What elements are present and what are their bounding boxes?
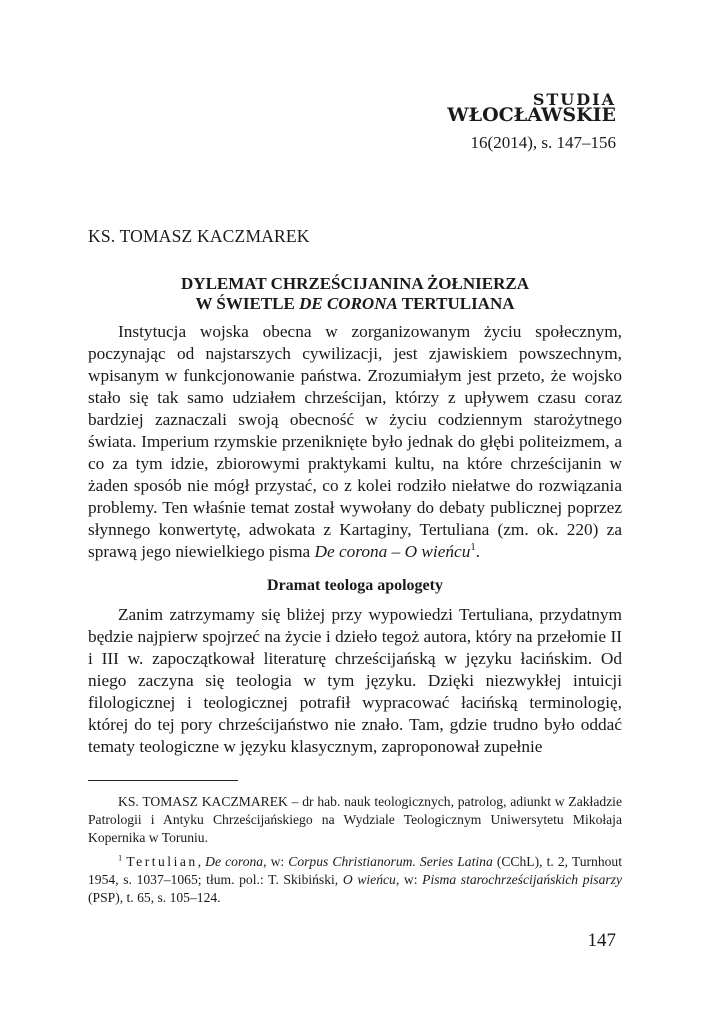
section-heading: Dramat teologa apologety: [267, 577, 443, 594]
footnote-1-mark: 1: [118, 852, 123, 863]
author-footnote-text: KS. TOMASZ KACZMAREK – dr hab. nauk teologicznych, patrolog, adiunkt w Zakładzie Patrologii i Antyku Chrześcijańskiego na Wydziale Teologicznym Uniwersytetu Mikołaja Kopernika w Toruniu.: [88, 794, 622, 845]
logo-line-studia: STUDIA: [532, 90, 616, 109]
title-line-1: DYLEMAT CHRZEŚCIJANINA ŻOŁNIERZA: [181, 274, 529, 293]
section-paragraph-block: [88, 604, 622, 758]
author-footnote: [88, 793, 622, 847]
article-author: KS. TOMASZ KACZMAREK: [88, 226, 310, 246]
intro-paragraph-block: [88, 321, 622, 563]
article-title: [88, 274, 622, 314]
footnote-1-part: (CChL), t. 2, Turnhout 1954, s. 1037–1065; tłum. pol.: T. Skibiński,: [88, 854, 622, 887]
intro-end: .: [475, 542, 481, 561]
intro-paragraph: [88, 321, 622, 563]
title-prefix: W ŚWIETLE: [195, 294, 300, 313]
intro-text: Instytucja wojska obecna w zorganizowanym życiu społecznym, poczynając od najstarszych cywilizacji, jest zjawiskiem powszechnym, wpisanym w funkcjonowanie państwa. Zrozumiałym jest przeto, że wojsko stało się tak samo udziałem chrześcijan, którzy z upływem czasu coraz bardziej zaznaczali swoją obecność w życiu codziennym starożytnego świata. Imperium rzymskie przeniknięte było jednak do głębi politeizmem, a co za tym idzie, zbiorowymi praktykami kultu, na które chrześcijanin w żaden sposób nie mógł przystać, co z kolei rodziło niełatwe do rozwiązania problemy. Ten właśnie temat został wywołany do debaty publicznej poprzez słynnego konwertytę, adwokata z Kartaginy, Tertuliana (zm. ok. 220) za sprawą jego niewielkiego pisma: [88, 322, 622, 561]
title-suffix: TERTULIANA: [397, 294, 515, 313]
footnote-1-part: , w:: [263, 854, 289, 869]
footnote-1-collection: Pisma starochrześcijańskich pisarzy: [422, 872, 622, 887]
page-number: 147: [587, 930, 616, 951]
intro-work-ref: De corona – O wieńcu: [314, 542, 471, 561]
journal-logo: [447, 92, 616, 125]
title-line-2: [88, 294, 622, 314]
issue-citation: 16(2014), s. 147–156: [470, 133, 616, 152]
footnote-1-title: De corona: [205, 854, 264, 869]
footnote-1: [88, 853, 622, 907]
logo-line-wloclawskie: WŁOCŁAWSKIE: [447, 104, 616, 126]
footnote-1-text: [88, 853, 622, 907]
title-work-name: DE CORONA: [299, 294, 398, 313]
footnote-1-part: ,: [197, 854, 206, 869]
footnote-1-author: Tertulian: [126, 854, 198, 869]
footnote-1-part: (PSP), t. 65, s. 105–124.: [88, 890, 221, 905]
section-paragraph: Zanim zatrzymamy się bliżej przy wypowiedzi Tertuliana, przydatnym będzie najpierw spojrzeć na życie i dzieło tegoż autora, który na przełomie II i III w. zapoczątkował literaturę chrześcijańską w języku łacińskim. Od niego zaczyna się teologia w tym języku. Dzięki niezwykłej intuicji filologicznej i teologicznej potrafił wypracować łacińską terminologię, której do tej pory chrześcijaństwo nie znało. Tam, gdzie trudno było oddać tematy teologiczne w języku klasycznym, zaproponował zupełnie: [88, 605, 622, 756]
footnote-1-part: , w:: [395, 872, 423, 887]
footnote-separator: [88, 780, 238, 781]
footnote-1-translation-title: O wieńcu: [342, 872, 396, 887]
footnote-ref-1[interactable]: 1: [470, 541, 476, 554]
footnote-1-series: Corpus Christianorum. Series Latina: [288, 854, 493, 869]
